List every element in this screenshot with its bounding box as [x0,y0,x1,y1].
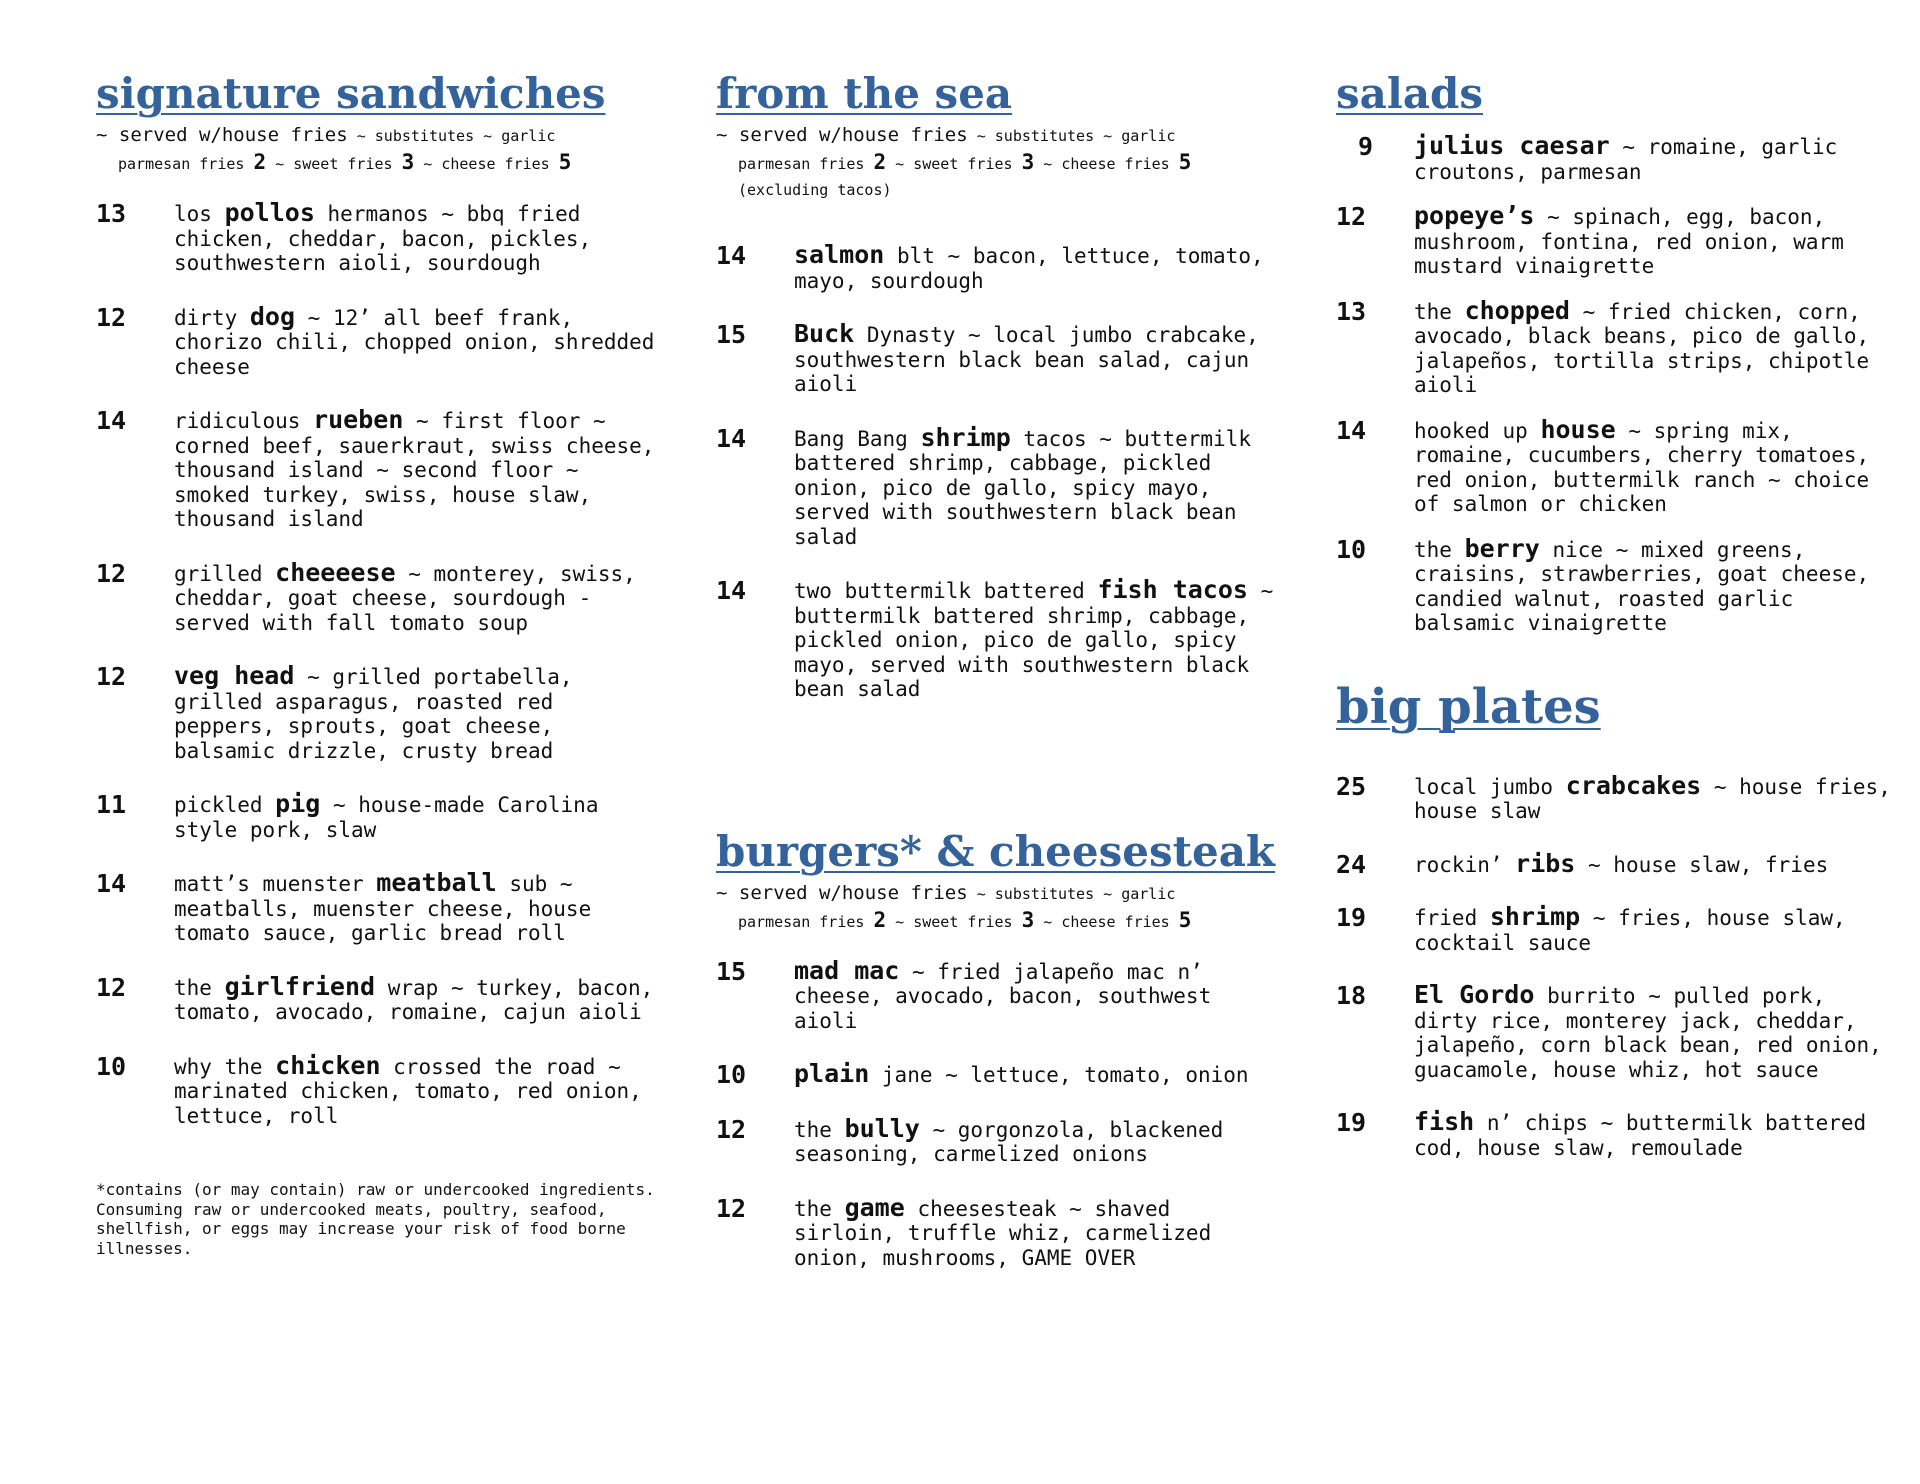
section-subtitle [716,122,1276,203]
item-text-post: blt ~ bacon, lettuce, tomato, mayo, sourdough [794,244,1264,293]
menu-item [1336,980,1896,1082]
item-text-post: sub ~ meatballs, muenster cheese, house tomato sauce, garlic bread roll [174,872,592,945]
item-text-pre: the [174,975,225,1000]
sub-line2c: ~ cheese fries [1034,912,1179,931]
item-description [174,661,656,763]
item-text-pre: Bang Bang [794,426,921,451]
item-name-bold: pollos [224,198,315,227]
sub-line2a: parmesan fries [738,155,874,173]
item-text-post: ~ fried chicken, corn, avocado, black beans, pico de gallo, jalapeños, tortilla strips, chipotle aioli [1414,299,1870,397]
menu-item [1336,1107,1896,1160]
item-description [1414,848,1896,878]
menu-item [96,198,656,276]
item-text-pre: matt’s muenster [174,872,377,896]
sub-price-cheese: 5 [1178,150,1192,174]
item-price: 12 [96,662,127,691]
item-price: 12 [1336,202,1367,231]
item-description [794,575,1276,702]
item-name-bold: salmon [794,240,885,269]
item-name-bold: fish [1414,1107,1475,1136]
item-price: 14 [96,406,127,435]
item-name-bold: Buck [794,319,855,348]
item-description [794,422,1276,550]
item-description [1414,295,1896,398]
menu-item-list [1336,770,1896,1161]
item-description [174,405,656,532]
item-text-post: tacos ~ buttermilk battered shrimp, cabbage, pickled onion, pico de gallo, spicy mayo, served with southwestern black bean salad [794,426,1251,549]
item-text-post: ~ buttermilk battered shrimp, cabbage, pickled onion, pico de gallo, spicy mayo, served with southwestern black bean salad [794,579,1274,701]
menu-item [96,789,656,842]
section-title-signature-sandwiches: signature sandwiches [96,69,606,118]
allergen-footnote: *contains (or may contain) raw or undercooked ingredients. Consuming raw or undercooked meats, poultry, seafood, shellfish, or eggs may increase your risk of food borne illnesses. [96,1180,655,1258]
item-text-pre: hooked up [1414,418,1541,443]
item-price: 15 [716,320,747,349]
item-text-pre: local jumbo [1414,774,1566,799]
menu-item-list [96,198,656,1128]
item-text-post: ~ 12’ all beef frank, chorizo chili, chopped onion, shredded cheese [174,305,655,379]
menu-item [716,1059,1276,1089]
item-name-bold: shrimp [1489,902,1581,931]
sub-line1: ~ served w/house fries [716,881,968,904]
sub-line2c: ~ cheese fries [414,155,559,173]
item-description [794,1059,1276,1088]
item-text-pre: two buttermilk battered [794,579,1098,603]
item-text-pre: fried [1414,906,1490,930]
item-name-bold: ribs [1515,848,1576,878]
sub-line1-small: ~ substitutes ~ garlic [347,127,556,145]
item-text-pre: the [794,1117,845,1142]
item-name-bold: shrimp [920,422,1011,452]
item-price: 12 [96,972,127,1002]
item-text-pre: los [174,202,225,226]
sub-price-cheese: 5 [1178,907,1192,932]
menu-column-middle [716,68,1276,1270]
sub-price-sweet: 3 [401,150,415,174]
item-price: 24 [1336,849,1367,879]
sub-price-parmesan: 2 [873,907,887,932]
item-text-post: ~ first floor ~ corned beef, sauerkraut, swiss cheese, thousand island ~ second floor ~ smoked turkey, swiss, house slaw, thousand island [174,409,655,531]
item-name-bold: fish tacos [1097,575,1248,604]
item-text-pre: pickled [174,793,276,817]
item-description [794,1113,1276,1167]
sub-price-sweet: 3 [1021,907,1035,932]
menu-item-list [1336,131,1896,636]
item-text-post: cheesesteak ~ shaved sirloin, truffle whiz, carmelized onion, mushrooms, GAME OVER [794,1196,1212,1270]
sub-line2b: ~ sweet fries [886,155,1022,173]
item-text-post: ~ grilled portabella, grilled asparagus, roasted red peppers, sprouts, goat cheese, balsamic drizzle, crusty bread [174,665,573,763]
menu-item-list [716,955,1276,1271]
item-name-bold: dog [249,301,296,331]
item-description [794,955,1276,1034]
section-subtitle [716,880,1276,935]
sub-price-sweet: 3 [1021,150,1035,174]
sub-line1: ~ served w/house fries [716,124,968,146]
item-price: 19 [1336,903,1367,932]
item-text-post: crossed the road ~ marinated chicken, tomato, red onion, lettuce, roll [174,1054,642,1128]
section-title-burgers-cheesesteak: burgers* & cheesesteak [716,826,1276,876]
item-text-post: hermanos ~ bbq fried chicken, cheddar, bacon, pickles, southwestern aioli, sourdough [174,202,592,275]
item-price: 10 [716,1060,747,1089]
item-price: 13 [96,199,127,228]
menu-item [716,1113,1276,1167]
sub-line1-small: ~ substitutes ~ garlic [967,884,1176,903]
item-text-post: ~ spring mix, romaine, cucumbers, cherry tomatoes, red onion, buttermilk ranch ~ choice of salmon or chicken [1414,418,1870,516]
item-name-bold: house [1540,414,1616,444]
menu-column-right [1336,68,1896,1160]
menu-item [96,868,656,946]
item-description [174,971,656,1025]
item-text-post: ~ house fries, house slaw [1414,774,1891,823]
item-price: 13 [1336,296,1367,326]
item-name-bold: pig [275,789,321,818]
menu-item [716,319,1276,397]
item-text-pre: dirty [174,305,250,330]
menu-item [716,955,1276,1034]
item-text-pre: the [1414,299,1465,324]
item-text-post: ~ fries, house slaw, cocktail sauce [1414,906,1846,955]
section-title-salads: salads [1336,69,1484,118]
item-description [174,301,656,380]
item-price: 18 [1336,981,1367,1010]
item-description [794,1192,1276,1271]
item-name-bold: El Gordo [1414,980,1535,1009]
item-name-bold: crabcakes [1565,770,1702,800]
item-text-post: ~ gorgonzola, blackened seasoning, carmelized onions [794,1117,1224,1166]
item-description [794,240,1276,293]
item-description [174,1050,656,1129]
menu-item [1336,533,1896,636]
item-price: 14 [96,869,127,898]
item-price: 10 [96,1051,127,1081]
item-text-pre: the [794,1196,845,1221]
menu-item [716,240,1276,293]
item-text-post: ~ romaine, garlic croutons, parmesan [1414,135,1838,184]
sub-line2b: ~ sweet fries [266,155,402,173]
item-price: 12 [96,558,127,588]
menu-item [96,405,656,532]
item-price: 14 [716,241,747,270]
item-text-post: ~ fried jalapeño mac n’ cheese, avocado, bacon, southwest aioli [794,959,1212,1033]
menu-item [96,557,656,636]
item-text-post: n’ chips ~ buttermilk battered cod, house slaw, remoulade [1414,1111,1867,1160]
item-price: 15 [716,956,747,986]
item-price: 19 [1336,1108,1367,1137]
item-name-bold: rueben [313,405,404,434]
item-text-post: ~ house slaw, fries [1575,852,1829,877]
item-text-post: burrito ~ pulled pork, dirty rice, monterey jack, cheddar, jalapeño, corn black bean, red onion, guacamole, house whiz, hot sauce [1414,984,1882,1082]
section-title-from-the-sea: from the sea [716,69,1013,118]
menu-column-left [96,68,656,1258]
menu-item [1336,770,1896,824]
menu-item [1336,848,1896,879]
item-price: 11 [96,790,127,819]
sub-line1: ~ served w/house fries [96,124,348,146]
menu-item [1336,131,1896,184]
item-price: 14 [1336,415,1367,445]
sub-line2c: ~ cheese fries [1034,155,1179,173]
menu-item [96,661,656,763]
item-description [1414,533,1896,636]
item-description [1414,770,1896,824]
item-name-bold: cheeeese [275,557,396,587]
item-description [174,868,656,946]
sub-line1-small: ~ substitutes ~ garlic [967,127,1176,145]
sub-line2a: parmesan fries [738,912,874,931]
menu-item [716,1192,1276,1271]
item-text-pre: why the [174,1054,276,1079]
item-description [1414,980,1896,1082]
item-description [1414,201,1896,279]
item-price: 12 [716,1114,747,1144]
item-description [174,198,656,276]
item-name-bold: mad mac [794,955,900,985]
item-text-post: ~ monterey, swiss, cheddar, goat cheese, sourdough - served with fall tomato soup [174,561,636,635]
item-description [1414,131,1896,184]
item-description [794,319,1276,397]
item-text-post: ~ spinach, egg, bacon, mushroom, fontina, red onion, warm mustard vinaigrette [1414,205,1844,278]
item-description [1414,902,1896,955]
section-title-big-plates: big plates [1336,678,1601,735]
menu-item [1336,295,1896,398]
item-name-bold: bully [844,1113,920,1143]
item-price: 14 [716,576,747,605]
item-text-post: wrap ~ turkey, bacon, tomato, avocado, romaine, cajun aioli [174,975,654,1024]
menu-item [1336,902,1896,955]
menu-item-list [716,240,1276,702]
item-name-bold: chopped [1464,295,1570,325]
item-text-pre: ridiculous [174,409,314,433]
item-text-post: jane ~ lettuce, tomato, onion [869,1063,1249,1087]
item-description [1414,414,1896,517]
sub-price-parmesan: 2 [253,150,267,174]
sub-line2a: parmesan fries [118,155,254,173]
menu-item [1336,201,1896,279]
menu-item [716,422,1276,550]
item-name-bold: game [844,1192,905,1222]
item-price: 12 [716,1193,747,1223]
sub-price-cheese: 5 [558,150,572,174]
item-name-bold: meatball [376,868,497,897]
item-name-bold: berry [1464,533,1540,563]
item-text-post: ~ house-made Carolina style pork, slaw [174,793,599,842]
item-name-bold: popeye’s [1414,201,1535,230]
sub-price-parmesan: 2 [873,150,887,174]
item-text-pre: rockin’ [1414,852,1516,877]
item-name-bold: julius caesar [1414,131,1610,160]
item-price: 12 [96,302,127,332]
menu-item [96,1050,656,1129]
item-description [1414,1107,1896,1160]
menu-item [716,575,1276,702]
item-name-bold: chicken [275,1050,381,1080]
item-name-bold: plain [794,1059,870,1088]
item-price: 25 [1336,771,1367,801]
menu-item [96,301,656,380]
item-description [174,789,656,842]
item-description [174,557,656,636]
section-subtitle [96,122,656,177]
item-price: 10 [1336,534,1367,564]
item-name-bold: veg head [174,661,295,690]
item-name-bold: girlfriend [224,971,376,1001]
menu-item [96,971,656,1025]
sub-line2b: ~ sweet fries [886,912,1022,931]
item-text-post: Dynasty ~ local jumbo crabcake, southwestern black bean salad, cajun aioli [794,323,1259,396]
item-price: 14 [716,423,747,453]
item-text-pre: grilled [174,561,276,586]
sub-note: (excluding tacos) [738,181,892,199]
item-price: 9 [1358,132,1374,161]
item-text-post: nice ~ mixed greens, craisins, strawberries, goat cheese, candied walnut, roasted garlic balsamic vinaigrette [1414,537,1870,635]
menu-item [1336,414,1896,517]
item-text-pre: the [1414,537,1465,562]
